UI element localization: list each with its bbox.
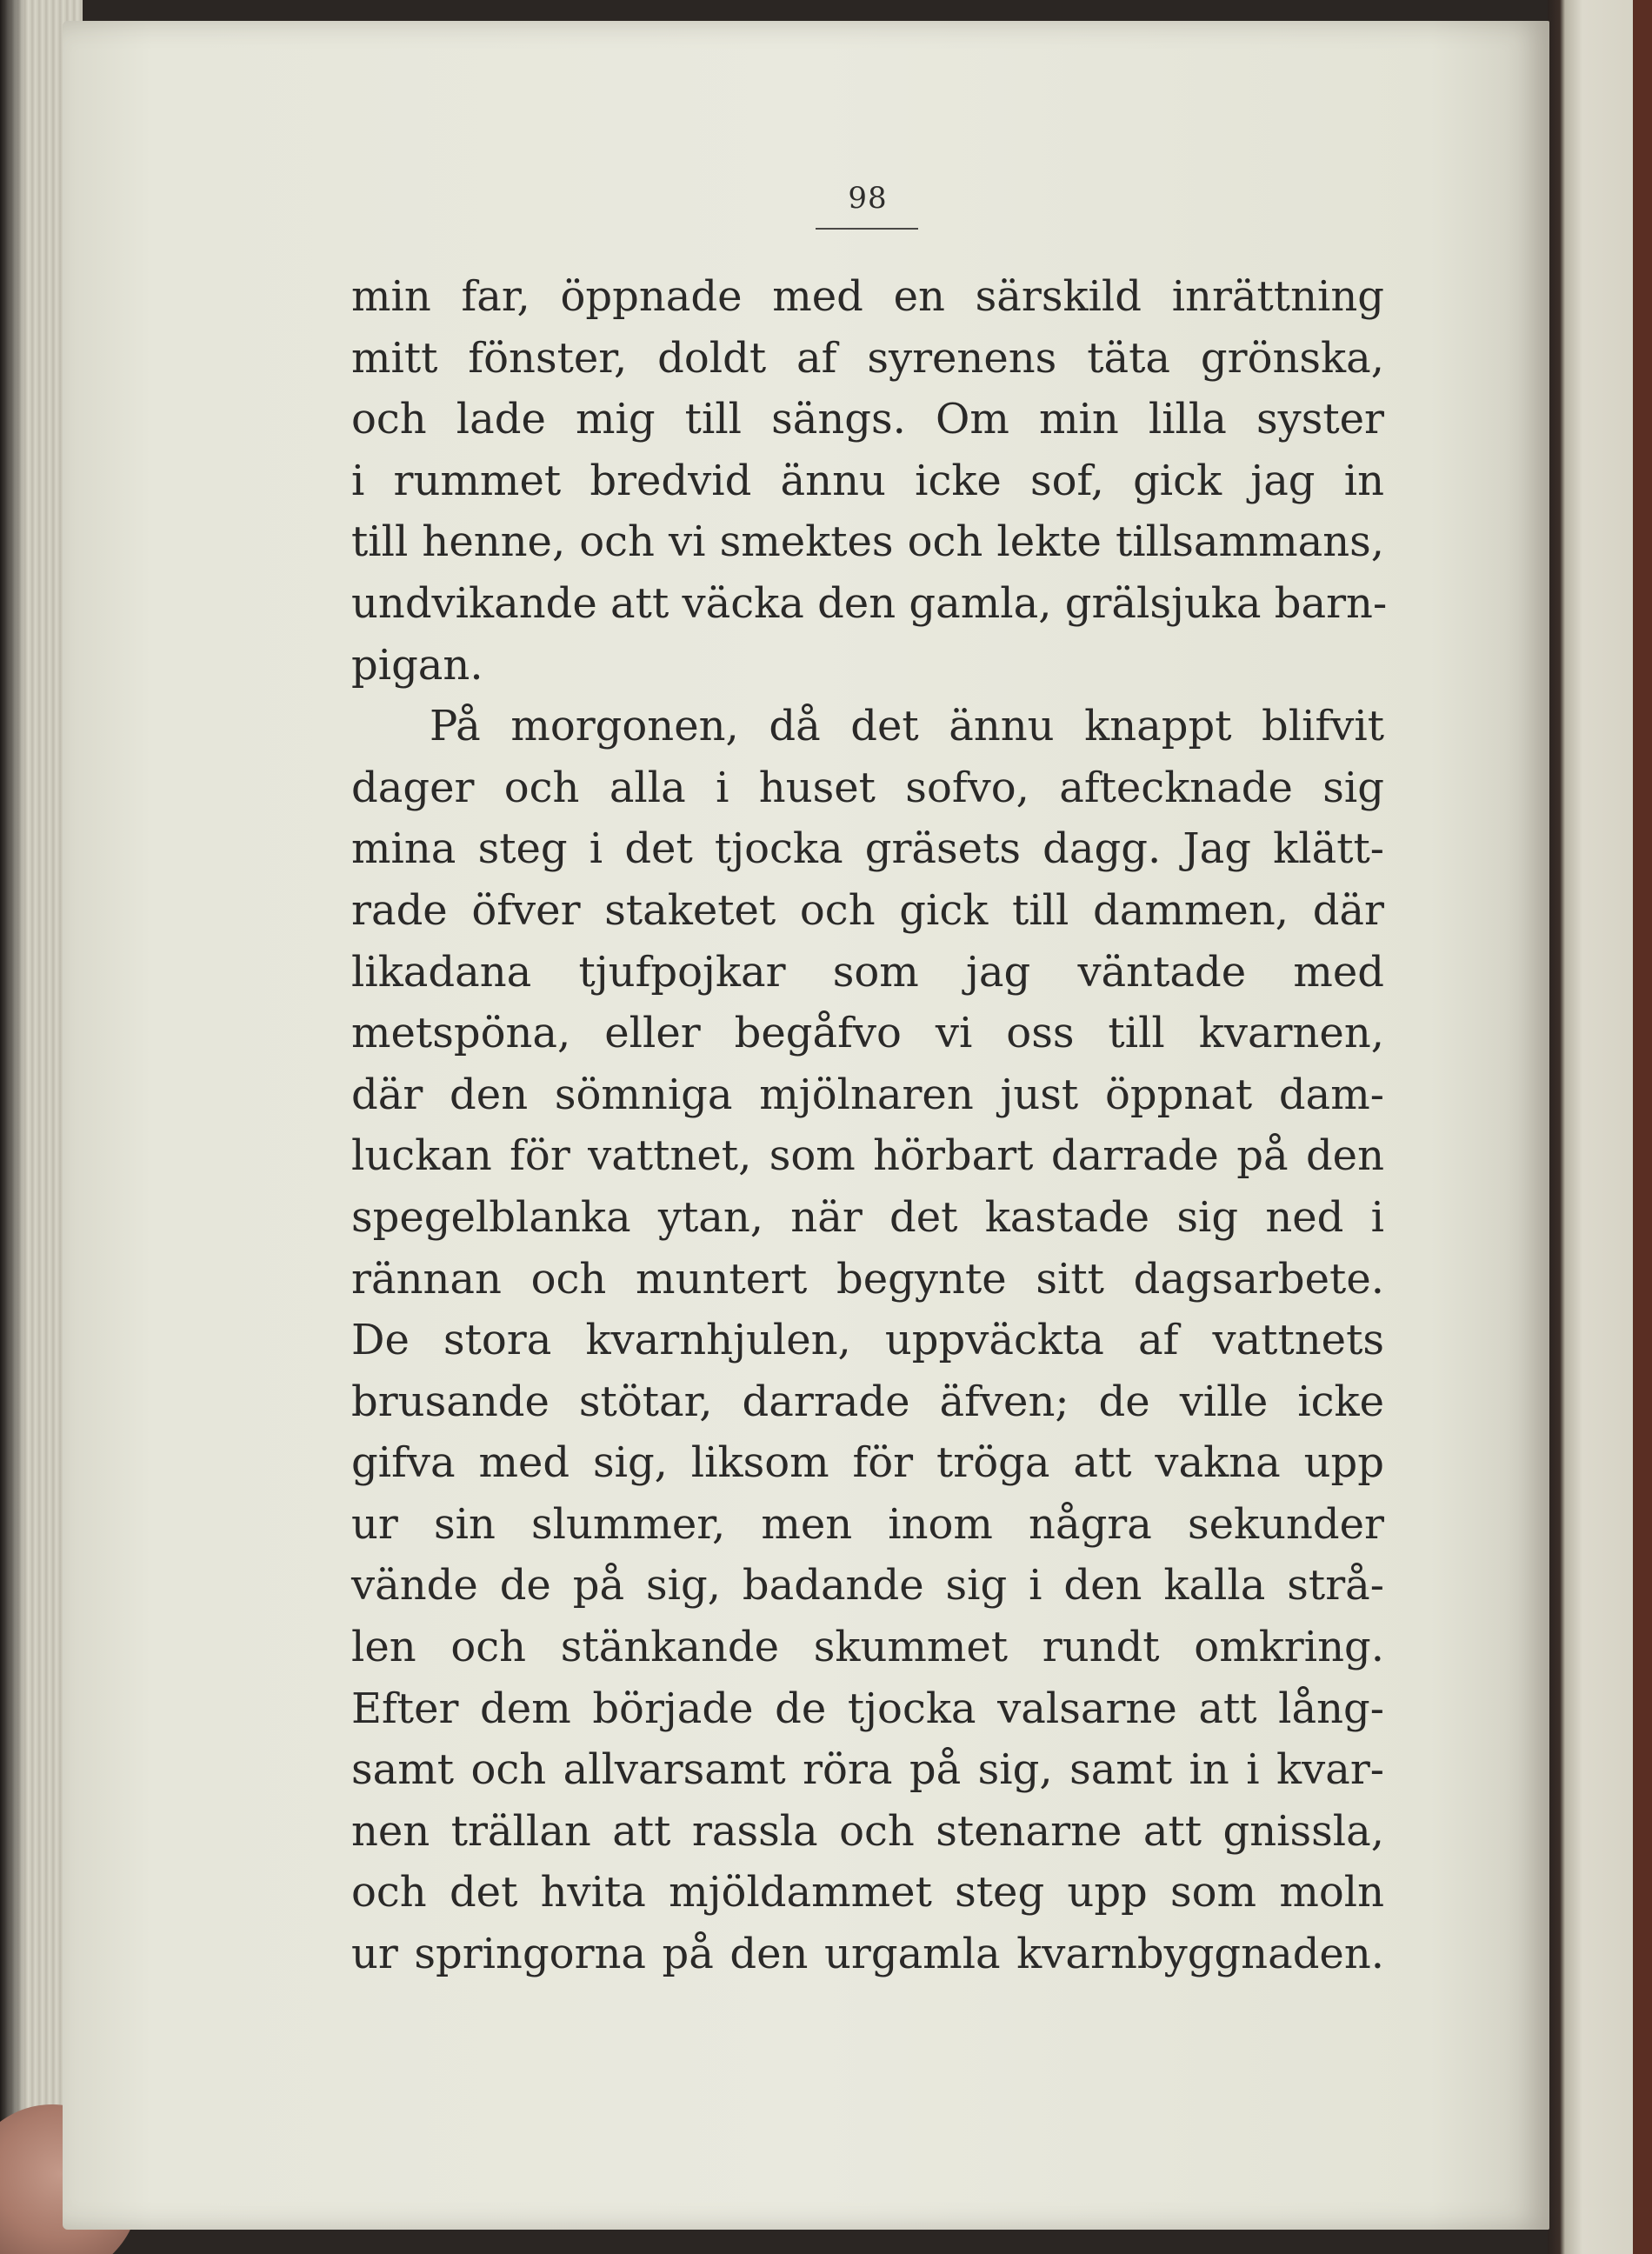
text-line: och lade mig till sängs. Om min lilla syster [351,395,1384,444]
text-line: och det hvita mjöldammet steg upp som moln [351,1868,1384,1917]
text-line: likadana tjufpojkar som jag väntade med [351,947,1384,997]
text-line: rännan och muntert begynte sitt dagsarbete. [351,1254,1384,1304]
book-binding [1633,0,1652,2254]
text-line: nen trällan att rassla och stenarne att gnissla, [351,1806,1384,1856]
text-line: ur springorna på den urgamla kvarnbyggnaden. [351,1930,1384,1979]
text-line: pigan. [351,640,483,690]
text-line: På morgonen, då det ännu knappt blifvit [430,702,1384,751]
text-line: De stora kvarnhjulen, uppväckta af vattnets [351,1316,1384,1365]
text-line: len och stänkande skummet rundt omkring. [351,1623,1384,1672]
text-line: samt och allvarsamt röra på sig, samt in i kvar- [351,1745,1384,1795]
text-line: i rummet bredvid ännu icke sof, gick jag in [351,456,1384,505]
text-line: luckan för vattnet, som hörbart darrade på den [351,1131,1384,1181]
text-line: brusande stötar, darrade äfven; de ville icke [351,1377,1384,1426]
text-line: mina steg i det tjocka gräsets dagg. Jag klätt- [351,824,1384,874]
text-line: gifva med sig, liksom för tröga att vakna upp [351,1438,1384,1488]
text-line: min far, öppnade med en särskild inrättning [351,272,1384,321]
text-line: undvikande att väcka den gamla, grälsjuka barn- [351,578,1388,628]
text-line: där den sömniga mjölnaren just öppnat dam- [351,1070,1384,1119]
text-line: till henne, och vi smektes och lekte tillsammans, [351,517,1384,567]
text-line: rade öfver staketet och gick till dammen, där [351,885,1384,935]
left-shadow [0,0,26,2254]
text-line: metspöna, eller begåfvo vi oss till kvarnen, [351,1009,1384,1058]
text-line: mitt fönster, doldt af syrenens täta grönska, [351,333,1384,383]
text-line: vände de på sig, badande sig i den kalla strå- [351,1561,1384,1610]
text-line: dager och alla i huset sofvo, aftecknade sig [351,763,1384,812]
text-line: ur sin slummer, men inom några sekunder [351,1499,1384,1549]
text-line: spegelblanka ytan, när det kastade sig ned i [351,1192,1384,1242]
text-line: Efter dem började de tjocka valsarne att lång- [351,1684,1384,1733]
body-text [351,266,1388,1985]
page-number-rule [816,228,918,230]
page-number: 98 [848,181,888,216]
